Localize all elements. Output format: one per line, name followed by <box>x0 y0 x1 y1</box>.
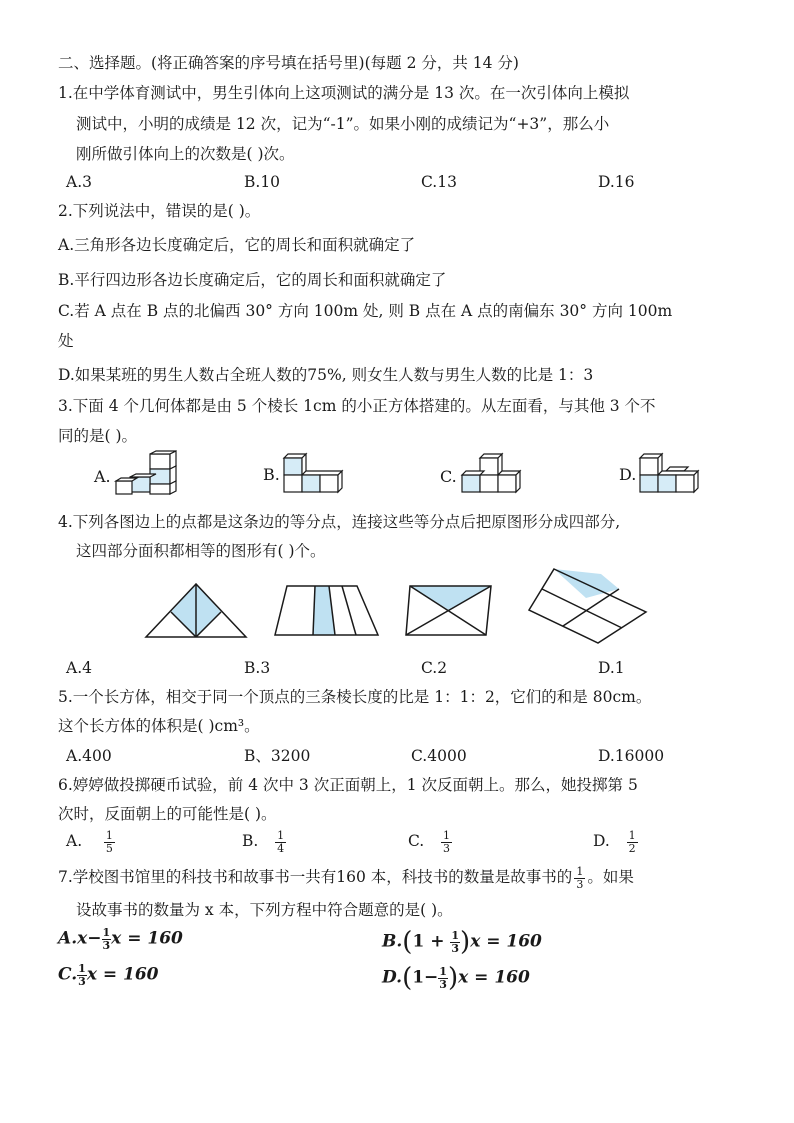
q2-option-b[interactable]: B.平行四边形各边长度确定后，它的周长和面积就确定了 <box>58 271 447 289</box>
q4-option-a[interactable]: A.4 <box>66 659 92 677</box>
q6-fraction-d: $\frac{1}{2}$ <box>628 829 636 855</box>
q7-option-b[interactable]: B.(1 + $\frac{1}{3}$ )x = 160 <box>382 927 542 957</box>
q1-option-b[interactable]: B.10 <box>244 173 281 191</box>
q2-option-d[interactable]: D.如果某班的男生人数占全班人数的75%, 则女生人数与男生人数的比是 1：3 <box>58 366 594 384</box>
q4-figure-quadrilateral[interactable] <box>526 566 650 648</box>
section-heading: 二、选择题。(将正确答案的序号填在括号里)(每题 2 分，共 14 分) <box>58 54 519 72</box>
q5-option-d[interactable]: D.16000 <box>598 747 665 765</box>
q4-option-c[interactable]: C.2 <box>421 659 448 677</box>
q1-line1: 1.在中学体育测试中，男生引体向上这项测试的满分是 13 次。在一次引体向上模拟 <box>58 84 630 102</box>
q2-stem: 2.下列说法中，错误的是( )。 <box>58 202 261 220</box>
q6-option-b[interactable]: B. $\frac{1}{4}$ <box>242 829 285 855</box>
q2-option-c-line2: 处 <box>58 332 74 350</box>
q7-option-d[interactable]: D.(1− $\frac{1}{3}$ )x = 160 <box>382 963 530 993</box>
q4-option-d[interactable]: D.1 <box>598 659 625 677</box>
q6-option-d[interactable]: D. $\frac{1}{2}$ <box>593 829 636 855</box>
q1-option-d[interactable]: D.16 <box>598 173 635 191</box>
q3-line1: 3.下面 4 个几何体都是由 5 个棱长 1cm 的小正方体搭建的。从左面看，与其他 3 个不 <box>58 397 656 415</box>
q2-option-c-line1[interactable]: C.若 A 点在 B 点的北偏西 30° 方向 100m 处, 则 B 点在 A 点的南偏东 30° 方向 100m <box>58 302 673 320</box>
q6-line2: 次时，反面朝上的可能性是( )。 <box>58 805 277 823</box>
q7-line1: 7.学校图书馆里的科技书和故事书一共有160 本，科技书的数量是故事书的 $\frac{1}{3}$ 。如果 <box>58 865 634 891</box>
q1-option-c[interactable]: C.13 <box>421 173 457 191</box>
q6-fraction-a: $\frac{1}{5}$ <box>105 829 113 855</box>
q5-option-b[interactable]: B、3200 <box>244 747 311 765</box>
q1-line3: 刚所做引体向上的次数是( )次。 <box>76 145 295 163</box>
q3-label-d: D. <box>619 465 637 484</box>
q1-option-a[interactable]: A.3 <box>66 173 92 191</box>
q3-cubes-d[interactable] <box>636 452 706 498</box>
q3-label-b: B. <box>263 465 280 484</box>
q4-figure-triangle[interactable] <box>144 582 248 640</box>
q6-option-c[interactable]: C. $\frac{1}{3}$ <box>408 829 451 855</box>
q5-option-a[interactable]: A.400 <box>66 747 112 765</box>
q7-line2: 设故事书的数量为 x 本，下列方程中符合题意的是( )。 <box>76 901 453 919</box>
q7-fraction: $\frac{1}{3}$ <box>576 865 584 891</box>
q6-fraction-b: $\frac{1}{4}$ <box>277 829 285 855</box>
q3-cubes-b[interactable] <box>280 452 350 498</box>
q3-cubes-c[interactable] <box>456 452 526 498</box>
q3-label-c: C. <box>440 467 457 486</box>
q4-figure-trapezoid[interactable] <box>272 583 382 639</box>
q3-cubes-a[interactable] <box>112 450 178 496</box>
q6-fraction-c: $\frac{1}{3}$ <box>443 829 451 855</box>
q7-option-c[interactable]: C. $\frac{1}{3}$ x = 160 <box>58 962 159 988</box>
q6-option-a[interactable]: A. $\frac{1}{5}$ <box>66 829 113 855</box>
q4-line2: 这四部分面积都相等的图形有( )个。 <box>76 542 326 560</box>
q7-option-a[interactable]: A.x− $\frac{1}{3}$ x = 160 <box>58 926 183 952</box>
q4-figure-parallelogram[interactable] <box>402 583 498 639</box>
q2-option-a[interactable]: A.三角形各边长度确定后，它的周长和面积就确定了 <box>58 236 416 254</box>
q4-option-b[interactable]: B.3 <box>244 659 271 677</box>
q1-line2: 测试中，小明的成绩是 12 次，记为“-1”。如果小刚的成绩记为“+3”，那么小 <box>76 115 610 133</box>
q5-line1: 5.一个长方体，相交于同一个顶点的三条棱长度的比是 1：1：2，它们的和是 80cm。 <box>58 688 652 706</box>
q3-line2: 同的是( )。 <box>58 427 138 445</box>
q4-line1: 4.下列各图边上的点都是这条边的等分点，连接这些等分点后把原图形分成四部分, <box>58 513 621 531</box>
q5-option-c[interactable]: C.4000 <box>411 747 467 765</box>
q6-line1: 6.婷婷做投掷硬币试验，前 4 次中 3 次正面朝上，1 次反面朝上。那么，她投掷第 5 <box>58 776 638 794</box>
q3-label-a: A. <box>94 467 111 486</box>
q5-line2: 这个长方体的体积是( )cm³。 <box>58 717 260 735</box>
